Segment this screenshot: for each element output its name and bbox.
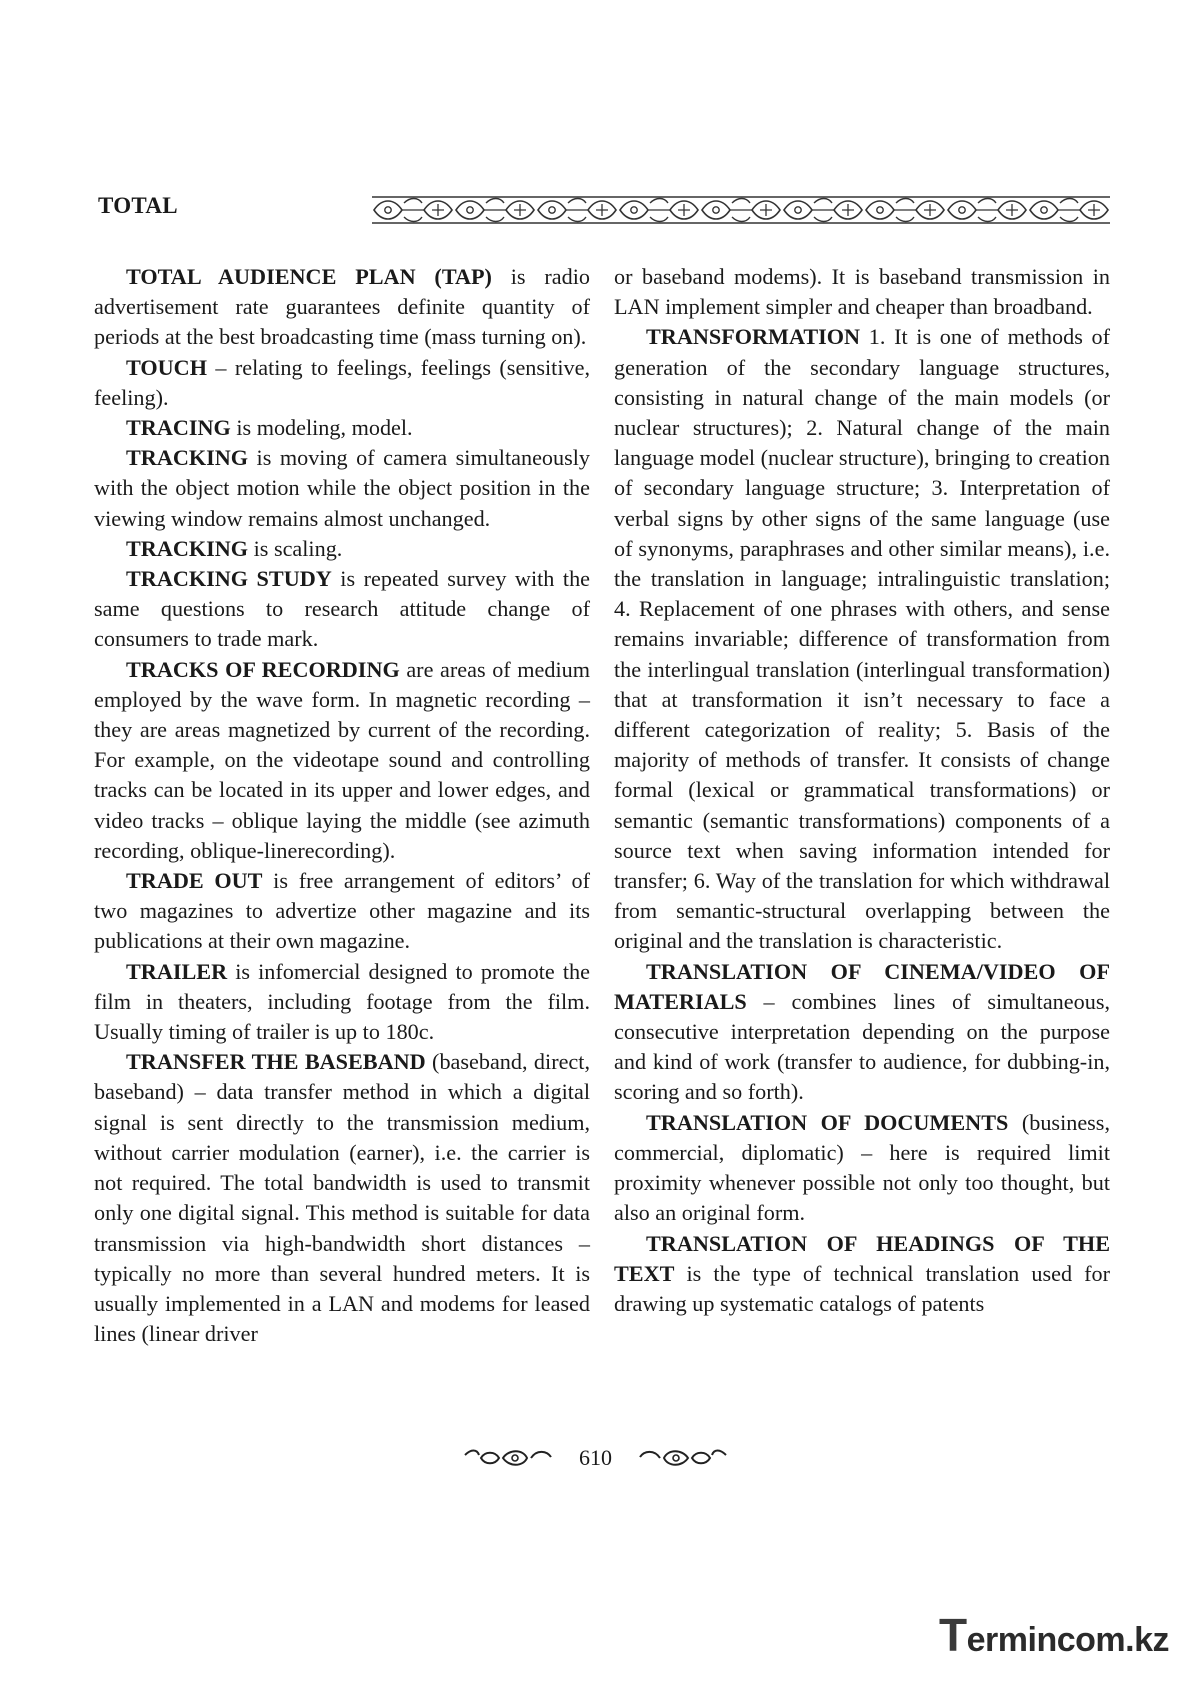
dictionary-entry: [614, 1229, 1110, 1320]
entry-term: TOTAL AUDIENCE PLAN (TAP): [126, 264, 492, 289]
entry-term: TRACKING STUDY: [126, 566, 332, 592]
entry-term: TOUCH: [126, 354, 207, 380]
site-watermark: Termincom.kz: [939, 1609, 1169, 1661]
entry-definition: 1. It is one of methods of generation of the secondary language structures, consisting in natural change of the main models (or nuclear structures); 2. Natural change of the main language model (nuclear structure), bringing to creation of secondary language structure; 3. Interpretation of verbal signs by other signs of the same language (use of synonyms, paraphrases and other similar means), i.e. the translation in language; intralinguistic translation; 4. Replacement of one phrases with others, and sense remains invariable; difference of transformation from the interlingual translation (interlingual transformation) that at transformation it isn’t necessary to face a different categorization of reality; 5. Basis of the majority of methods of transfer. It consists of change formal (lexical or grammatical transformations) or semantic (semantic transformations) components of a source text when saving information intended for transfer; 6. Way of the translation for which withdrawal from semantic-structural overlapping between the original and the translation is characteristic.: [614, 324, 1110, 954]
entry-term: TRACKING: [126, 535, 249, 561]
page-number: 610: [579, 1445, 612, 1470]
ornament-band: [372, 195, 1110, 225]
entry-definition: is radio advertisement rate guarantees definite quantity of periods at the best broadcasting time (mass turning on).: [94, 264, 590, 350]
entry-definition: is infomercial designed to promote the film in theaters, including footage from the film. Usually timing of trailer is up to 180c.: [94, 958, 590, 1045]
dictionary-entry: [94, 564, 590, 655]
continued-text: or baseband modems). It is baseband transmission in LAN implement simpler and cheaper than broadband.: [614, 264, 1110, 320]
folio-ornament-right-icon: [638, 1447, 728, 1469]
dictionary-entry: [94, 353, 590, 413]
dictionary-entry: [94, 957, 590, 1048]
entry-definition: is moving of camera simultaneously with the object motion while the object position in the viewing window remains almost unchanged.: [94, 445, 590, 531]
entry-term: TRANSFER THE BASEBAND: [126, 1049, 426, 1075]
entry-term: TRACING: [126, 415, 231, 441]
entry-definition: are areas of medium employed by the wave form. In magnetic recording – they are areas magnetized by current of the recording. For example, on the videotape sound and controlling tracks can be located in its upper and lower edges, and video tracks – oblique laying the middle (see azimuth recording, oblique-linerecording).: [94, 656, 590, 863]
entry-term: TRANSLATION OF CINEMA/VIDEO OF MATERIALS: [614, 958, 1110, 1014]
dictionary-entry: [94, 413, 590, 443]
left-column: [94, 262, 590, 1349]
dictionary-entry: [614, 957, 1110, 1108]
dictionary-entry: [94, 443, 590, 534]
dictionary-entry: [94, 866, 590, 957]
dictionary-entry: [94, 534, 590, 564]
entry-term: TRANSLATION OF HEADINGS OF THE TEXT: [614, 1230, 1110, 1286]
entry-definition: (baseband, direct, baseband) – data transfer method in which a digital signal is sent directly to the transmission medium, without carrier modulation (earner), i.e. the carrier is not required. The total bandwidth is used to transmit only one digital signal. This method is suitable for data transmission via high-bandwidth short distances – typically no more than several hundred meters. It is usually implemented in a LAN and modems for leased lines (linear driver: [94, 1049, 590, 1347]
dictionary-entry: [614, 1108, 1110, 1229]
entry-term: TRAILER: [126, 958, 228, 984]
folio-ornament-left-icon: [463, 1447, 553, 1469]
entry-definition: is free arrangement of editors’ of two magazines to advertize other magazine and its publications at their own magazine.: [94, 868, 590, 954]
entry-definition: is modeling, model.: [230, 415, 413, 441]
entry-definition: is repeated survey with the same questions to research attitude change of consumers to trade mark.: [94, 566, 591, 652]
dictionary-entry: [614, 322, 1110, 956]
entry-definition: (business, commercial, diplomatic) – here is required limit proximity whenever possible not only too thought, but also an original form.: [614, 1109, 1110, 1226]
dictionary-entry: [94, 1047, 590, 1349]
entry-term: TRANSLATION OF DOCUMENTS: [646, 1109, 1009, 1135]
page-footer: [0, 1445, 1191, 1471]
running-head: TOTAL: [98, 193, 178, 218]
entry-term: TRADE OUT: [126, 868, 263, 894]
entry-definition: – relating to feelings, feelings (sensitive, feeling).: [94, 354, 590, 410]
entry-definition: – combines lines of simultaneous, consecutive interpretation depending on the purpose and kind of work (transfer to audience, for dubbing-in, scoring and so forth).: [614, 988, 1110, 1105]
dictionary-entry: [94, 262, 590, 353]
entry-definition: is scaling.: [248, 535, 343, 561]
entry-definition: is the type of technical translation used for drawing up systematic catalogs of patents: [614, 1260, 1110, 1316]
entry-term: TRACKS OF RECORDING: [126, 656, 400, 682]
entry-term: TRANSFORMATION: [646, 324, 861, 350]
dictionary-entry: [94, 655, 590, 866]
entry-term: TRACKING: [126, 445, 249, 471]
right-column: [614, 262, 1110, 1319]
